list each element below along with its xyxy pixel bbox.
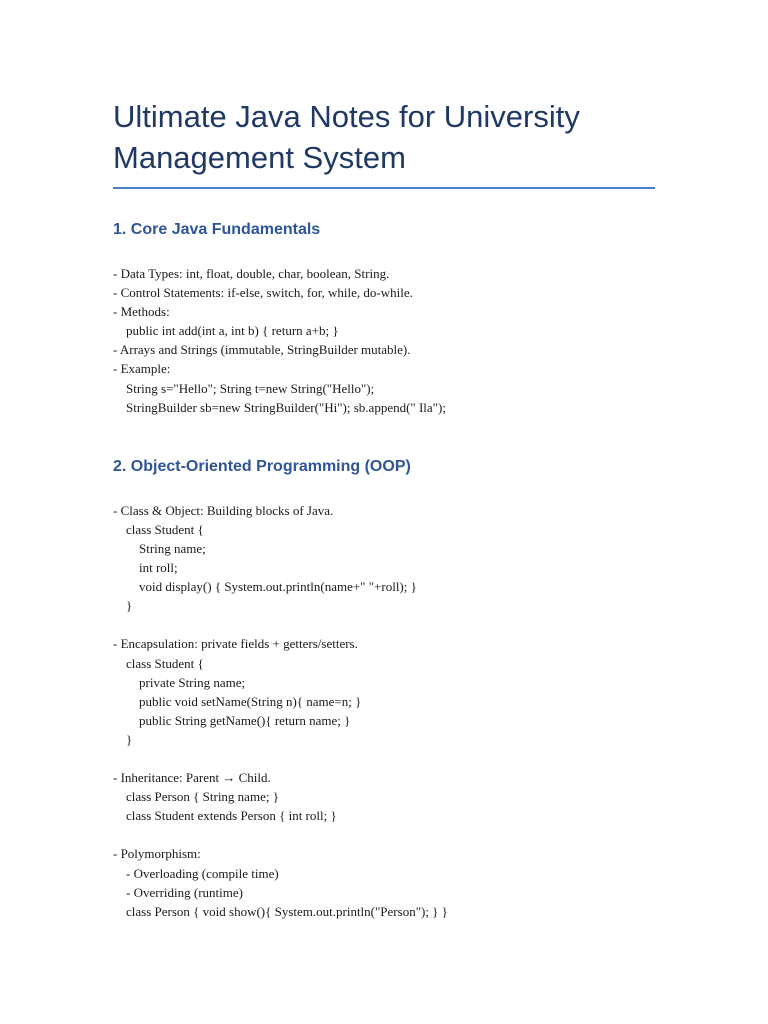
document-title-line-1: Ultimate Java Notes for University [113, 99, 580, 134]
code-line: void display() { System.out.println(name+" "+roll); } [113, 579, 417, 595]
code-line: String name; [113, 540, 206, 556]
section-heading-oop: 2. Object-Oriented Programming (OOP) [113, 457, 411, 475]
code-line: private String name; [113, 674, 246, 690]
body-line: - Encapsulation: private fields + getters/setters. [113, 636, 358, 652]
code-line: public int add(int a, int b) { return a+b; } [113, 323, 339, 339]
blank-line [113, 825, 655, 844]
code-line: class Student { [113, 655, 204, 671]
body-line: - Data Types: int, float, double, char, boolean, String. [113, 266, 390, 281]
body-line: - Methods: [113, 304, 170, 320]
body-line: - Arrays and Strings (immutable, StringBuilder mutable). [113, 342, 411, 358]
code-line: } [113, 598, 133, 614]
code-line: class Person { void show(){ System.out.println("Person"); } } [113, 903, 448, 919]
code-line: String s="Hello"; String t=new String("Hello"); [113, 380, 375, 396]
code-line: class Person { String name; } [113, 789, 279, 805]
blank-line [113, 749, 655, 768]
body-line: - Polymorphism: [113, 846, 201, 862]
code-line: StringBuilder sb=new StringBuilder("Hi"); sb.append(" Ila"); [113, 399, 446, 415]
body-line: - Overriding (runtime) [113, 884, 243, 900]
code-line: public String getName(){ return name; } [113, 712, 351, 728]
code-line: } [113, 731, 133, 747]
section-body-core-java [113, 264, 655, 417]
section-body-oop [113, 501, 655, 921]
body-line: - Class & Object: Building blocks of Java. [113, 502, 334, 518]
title-underline [113, 187, 655, 189]
body-line: - Example: [113, 361, 171, 377]
section-heading-core-java: 1. Core Java Fundamentals [113, 221, 321, 238]
code-line: int roll; [113, 560, 178, 576]
document-title-line-2: Management System [113, 140, 406, 175]
body-line: - Overloading (compile time) [113, 865, 279, 881]
code-line: public void setName(String n){ name=n; } [113, 693, 362, 709]
blank-line [113, 615, 655, 634]
document-page [113, 96, 655, 921]
code-line: class Student { [113, 521, 204, 537]
body-line: - Inheritance: Parent → Child. [113, 770, 271, 786]
document-title [113, 96, 655, 187]
body-line: - Control Statements: if-else, switch, for, while, do-while. [113, 285, 413, 301]
code-line: class Student extends Person { int roll; } [113, 808, 337, 824]
